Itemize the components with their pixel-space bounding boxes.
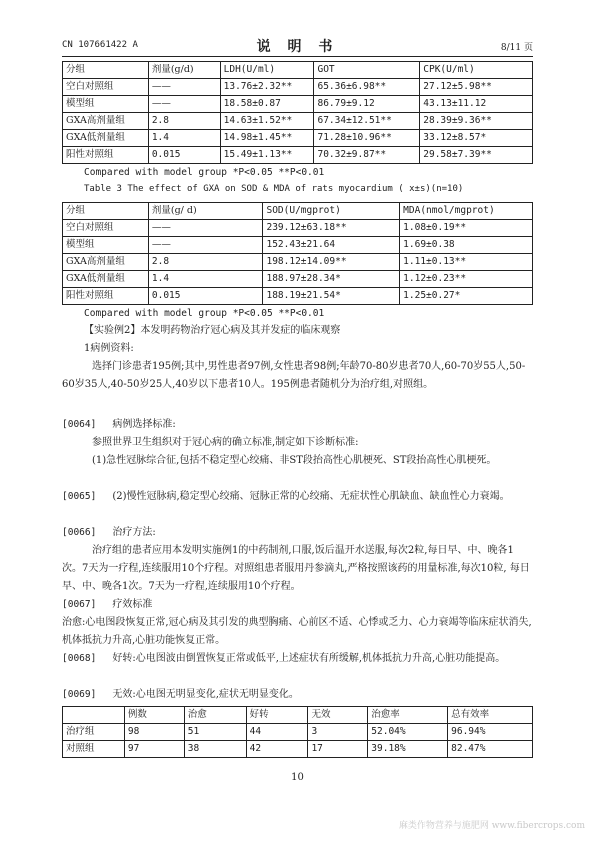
table-cell: 70.32±9.87** bbox=[314, 147, 420, 164]
paragraph-text: 无效:心电图无明显变化,症状无明显变化。 bbox=[112, 689, 299, 700]
table-header-cell: 治愈率 bbox=[368, 707, 448, 724]
table-row bbox=[63, 113, 533, 130]
table-row bbox=[63, 130, 533, 147]
table-cell: 0.015 bbox=[148, 147, 220, 164]
table-cell: —— bbox=[148, 96, 220, 113]
table-cell: 198.12±14.09** bbox=[263, 254, 400, 271]
table-cell: 3 bbox=[308, 724, 368, 741]
table-header-cell: 分组 bbox=[63, 62, 149, 79]
paragraph-tag: [0069] bbox=[62, 689, 97, 700]
table-cell: 51 bbox=[184, 724, 246, 741]
table-row bbox=[63, 147, 533, 164]
paragraph-0069 bbox=[62, 686, 533, 704]
table-note: Compared with model group *P<0.05 **P<0.01 bbox=[84, 167, 325, 178]
table-cell: 188.97±28.34* bbox=[263, 271, 400, 288]
table-cell: 97 bbox=[124, 741, 184, 758]
table-header-cell: 治愈 bbox=[184, 707, 246, 724]
paragraph-tag: [0065] bbox=[62, 491, 97, 502]
table-header-cell: 无效 bbox=[308, 707, 368, 724]
paragraph-0067 bbox=[62, 596, 533, 614]
paragraph-text: 疗效标准 bbox=[112, 599, 153, 610]
paragraph-tag: [0064] bbox=[62, 419, 97, 430]
watermark: 麻类作物营养与施肥网 www.fibercrops.com bbox=[398, 821, 585, 831]
paragraph: 治疗组的患者应用本发明实施例1的中药制剂,口服,饭后温开水送服,每次2粒,每日早、中、晚各1次。7天为一疗程,连续服用10个疗程。对照组患者服用丹参滴丸,严格按照该药的用量标准,每次10粒, 每日早、中、晚各1次。7天为一疗程,连续服用10个疗程。 bbox=[62, 545, 530, 592]
table-header-cell: SOD(U/mgprot) bbox=[263, 203, 400, 220]
paragraph-text: 病例选择标准: bbox=[112, 419, 176, 430]
table-row bbox=[63, 96, 533, 113]
table-header-row bbox=[63, 707, 533, 724]
table-header-cell: LDH(U/ml) bbox=[220, 62, 314, 79]
table-header-cell: 总有效率 bbox=[448, 707, 533, 724]
paragraph-0064 bbox=[62, 416, 533, 434]
table-efficacy bbox=[62, 706, 533, 758]
table-cell: 98 bbox=[124, 724, 184, 741]
table-row bbox=[63, 254, 533, 271]
table-row bbox=[63, 288, 533, 305]
table-cell: 13.76±2.32** bbox=[220, 79, 314, 96]
table-cell: 1.08±0.19** bbox=[400, 220, 533, 237]
patent-number: CN 107661422 A bbox=[62, 40, 138, 50]
paragraph: (1)急性冠脉综合征,包括不稳定型心绞痛、非ST段抬高性心肌梗死、ST段抬高性心肌梗死。 bbox=[92, 455, 497, 466]
section-title: 【实验例2】本发明药物治疗冠心病及其并发症的临床观察 bbox=[84, 325, 341, 336]
table-sod-mda bbox=[62, 202, 533, 305]
table-header-cell bbox=[63, 707, 125, 724]
table-cell: 44 bbox=[246, 724, 308, 741]
section-subtitle: 1病例资料: bbox=[84, 343, 134, 354]
table-cell: 2.8 bbox=[148, 113, 220, 130]
table-cell: 239.12±63.18** bbox=[263, 220, 400, 237]
paragraph-text: 好转:心电图波由倒置恢复正常或低平,上述症状有所缓解,机体抵抗力升高,心脏功能提高。 bbox=[112, 653, 506, 664]
paragraph-0068 bbox=[62, 650, 533, 668]
table-row bbox=[63, 271, 533, 288]
table-cell: 空白对照组 bbox=[63, 220, 149, 237]
table-cell: GXA高剂量组 bbox=[63, 113, 149, 130]
table-header-cell: 好转 bbox=[246, 707, 308, 724]
table-cell: 对照组 bbox=[63, 741, 125, 758]
table-cell: 18.58±0.87 bbox=[220, 96, 314, 113]
table-cell: 1.4 bbox=[148, 130, 220, 147]
page-of: 8/11 页 bbox=[500, 43, 533, 53]
table-cell: 67.34±12.51** bbox=[314, 113, 420, 130]
table-header-row bbox=[63, 62, 533, 79]
table-cell: 188.19±21.54* bbox=[263, 288, 400, 305]
table-header-cell: MDA(nmol/mgprot) bbox=[400, 203, 533, 220]
table-cell: 152.43±21.64 bbox=[263, 237, 400, 254]
table-cell: 1.25±0.27* bbox=[400, 288, 533, 305]
table-cell: 2.8 bbox=[148, 254, 263, 271]
table-cell: 阳性对照组 bbox=[63, 147, 149, 164]
table-cell: 1.69±0.38 bbox=[400, 237, 533, 254]
table-row bbox=[63, 220, 533, 237]
paragraph: 参照世界卫生组织对于冠心病的确立标准,制定如下诊断标准: bbox=[92, 437, 359, 448]
table-row bbox=[63, 741, 533, 758]
table-header-cell: 例数 bbox=[124, 707, 184, 724]
table-cell: 71.28±10.96** bbox=[314, 130, 420, 147]
paragraph-0066 bbox=[62, 524, 533, 542]
table-cell: 14.98±1.45** bbox=[220, 130, 314, 147]
paragraph: 选择门诊患者195例;其中,男性患者97例,女性患者98例;年龄70-80岁患者70人,60-70岁55人,50-60岁35人,40-50岁25人,40岁以下患者10人。195例患者随机分为治疗组,对照组。 bbox=[62, 361, 526, 390]
table-ldh-got-cpk bbox=[62, 61, 533, 164]
table-row bbox=[63, 724, 533, 741]
table-cell: GXA高剂量组 bbox=[63, 254, 149, 271]
table-note: Compared with model group *P<0.05 **P<0.01 bbox=[84, 308, 325, 319]
table-cell: —— bbox=[148, 220, 263, 237]
table-cell: 1.11±0.13** bbox=[400, 254, 533, 271]
paragraph: 治愈:心电图段恢复正常,冠心病及其引发的典型胸痛、心前区不适、心悸或乏力、心力衰竭等临床症状消失,机体抵抗力升高,心脏功能恢复正常。 bbox=[62, 617, 532, 646]
table-cell: 39.18% bbox=[368, 741, 448, 758]
table-cell: 14.63±1.52** bbox=[220, 113, 314, 130]
table-cell: 38 bbox=[184, 741, 246, 758]
table-cell: GXA低剂量组 bbox=[63, 130, 149, 147]
table-header-row bbox=[63, 203, 533, 220]
table-cell: GXA低剂量组 bbox=[63, 271, 149, 288]
page-number: 10 bbox=[291, 772, 304, 783]
paragraph-0065 bbox=[62, 488, 533, 506]
paragraph-text: 治疗方法: bbox=[112, 527, 156, 538]
document-title: 说 明 书 bbox=[256, 39, 339, 55]
table-cell: 17 bbox=[308, 741, 368, 758]
table-cell: 模型组 bbox=[63, 96, 149, 113]
page-header bbox=[62, 36, 533, 55]
table-cell: 29.58±7.39** bbox=[420, 147, 533, 164]
table-cell: 15.49±1.13** bbox=[220, 147, 314, 164]
table-cell: —— bbox=[148, 79, 220, 96]
table-cell: 阳性对照组 bbox=[63, 288, 149, 305]
table-cell: 1.4 bbox=[148, 271, 263, 288]
table-row bbox=[63, 237, 533, 254]
table-header-cell: 剂量(g/d) bbox=[148, 62, 220, 79]
table-cell: 0.015 bbox=[148, 288, 263, 305]
table-row bbox=[63, 79, 533, 96]
table-cell: —— bbox=[148, 237, 263, 254]
paragraph-text: (2)慢性冠脉病,稳定型心绞痛、冠脉正常的心绞痛、无症状性心肌缺血、缺血性心力衰竭。 bbox=[112, 491, 510, 502]
paragraph-tag: [0066] bbox=[62, 527, 97, 538]
table-cell: 42 bbox=[246, 741, 308, 758]
table-cell: 27.12±5.98** bbox=[420, 79, 533, 96]
paragraph-tag: [0067] bbox=[62, 599, 97, 610]
table-cell: 43.13±11.12 bbox=[420, 96, 533, 113]
table-header-cell: GOT bbox=[314, 62, 420, 79]
table-cell: 模型组 bbox=[63, 237, 149, 254]
paragraph-tag: [0068] bbox=[62, 653, 97, 664]
header-rule bbox=[62, 56, 533, 57]
table-cell: 52.04% bbox=[368, 724, 448, 741]
table-cell: 82.47% bbox=[448, 741, 533, 758]
table-cell: 空白对照组 bbox=[63, 79, 149, 96]
table-cell: 65.36±6.98** bbox=[314, 79, 420, 96]
table-header-cell: 分组 bbox=[63, 203, 149, 220]
table-cell: 96.94% bbox=[448, 724, 533, 741]
table-cell: 33.12±8.57* bbox=[420, 130, 533, 147]
table-header-cell: 剂量(g/ d) bbox=[148, 203, 263, 220]
table-cell: 治疗组 bbox=[63, 724, 125, 741]
table-cell: 86.79±9.12 bbox=[314, 96, 420, 113]
table-cell: 28.39±9.36** bbox=[420, 113, 533, 130]
table-header-cell: CPK(U/ml) bbox=[420, 62, 533, 79]
table-cell: 1.12±0.23** bbox=[400, 271, 533, 288]
table-caption: Table 3 The effect of GXA on SOD & MDA of rats myocardium ( x±s)(n=10) bbox=[84, 184, 464, 194]
